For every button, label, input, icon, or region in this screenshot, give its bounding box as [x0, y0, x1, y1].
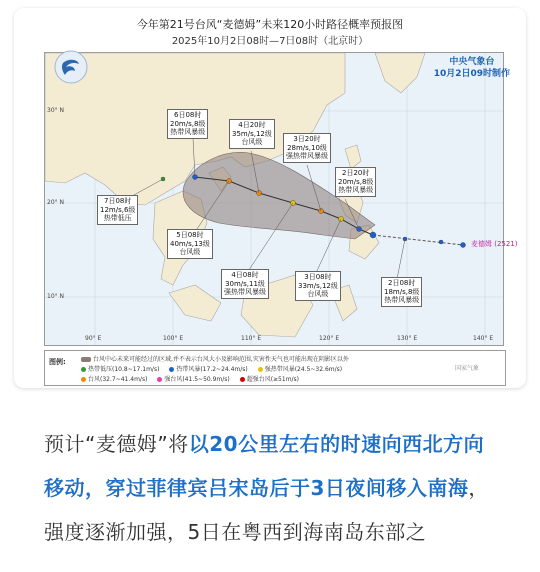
- article-highlight: 以20公里左右的时速向西北方向移动，穿过菲律宾吕宋岛后于3日夜间移入南海: [44, 432, 485, 500]
- legend-item: 强热带风暴(24.5~32.6m/s): [258, 364, 342, 373]
- forecast-map-card: [14, 8, 526, 388]
- lon-tick: 100° E: [163, 335, 184, 342]
- forecast-label-d5: 5日08时 40m/s,13级 台风级: [167, 229, 213, 259]
- forecast-label-d2-08: 2日08时 18m/s,8级 热带风暴级: [381, 277, 422, 307]
- legend-dot-icon: [169, 367, 174, 372]
- agency-name: 中央气象台: [449, 57, 495, 67]
- legend-dot-icon: [157, 377, 162, 382]
- track-map: [44, 52, 518, 346]
- legend-row-1: [81, 364, 350, 373]
- forecast-label-d3-20: 3日20时 28m/s,10级 强热带风暴级: [283, 133, 331, 163]
- legend-dot-icon: [240, 377, 245, 382]
- forecast-label-d3-08: 3日08时 33m/s,12级 台风级: [295, 271, 341, 301]
- legend-dot-icon: [81, 367, 86, 372]
- lat-tick: 10° N: [47, 293, 65, 300]
- lon-tick: 120° E: [319, 335, 340, 342]
- issue-time: 10月2日09时制作: [433, 69, 510, 79]
- lon-tick: 130° E: [397, 335, 418, 342]
- legend-prob-text: 台风中心未来可能经过的区域,并不表示台风大小及影响范围,灾害性天气也可能出现在阴影区以外: [93, 356, 349, 363]
- typhoon-name: 麦德姆 (2521): [471, 240, 518, 248]
- legend-title: 图例:: [49, 358, 66, 366]
- forecast-label-d2-20: 2日20时 20m/s,8级 热带风暴级: [335, 167, 376, 197]
- forecast-label-d6: 6日08时 20m/s,8级 热带风暴级: [167, 109, 208, 139]
- article-paragraph: [44, 422, 504, 554]
- forecast-label-d4-20: 4日20时 35m/s,12级 台风级: [229, 119, 275, 149]
- map-subtitle: 2025年10月2日08时—7日08时（北京时）: [171, 36, 369, 47]
- map-title: 今年第21号台风“麦德姆”未来120小时路径概率预报图: [136, 18, 404, 31]
- lon-tick: 90° E: [85, 335, 102, 342]
- legend-item: 台风(32.7~41.4m/s): [81, 374, 147, 383]
- legend-dot-icon: [81, 377, 86, 382]
- article-text: ，强度逐渐加强，5日在粤西到海南岛东部之: [44, 476, 489, 544]
- article-text: 预计“麦德姆”将: [44, 432, 189, 456]
- legend-row-2: [81, 374, 307, 383]
- legend-item: 强台风(41.5~50.9m/s): [157, 374, 229, 383]
- lon-tick: 110° E: [241, 335, 262, 342]
- forecast-label-d7: 7日08时 12m/s,6级 热带低压: [97, 195, 138, 225]
- lat-tick: 20° N: [47, 199, 65, 206]
- cone-swatch-icon: [81, 357, 91, 362]
- agency-badge: [434, 56, 510, 80]
- legend-item: 热带风暴(17.2~24.4m/s): [169, 364, 247, 373]
- map-legend: [44, 350, 506, 386]
- legend-stamp: 国家气象: [454, 365, 479, 372]
- forecast-label-d4-08: 4日08时 30m/s,11级 强热带风暴级: [221, 269, 269, 299]
- legend-prob-row: [81, 354, 357, 363]
- lon-tick: 140° E: [473, 335, 494, 342]
- legend-item: 超强台风(≥51m/s): [240, 374, 299, 383]
- lat-tick: 30° N: [47, 107, 65, 114]
- legend-item: 热带低压(10.8~17.1m/s): [81, 364, 159, 373]
- legend-dot-icon: [258, 367, 263, 372]
- cma-logo-icon: [54, 50, 88, 84]
